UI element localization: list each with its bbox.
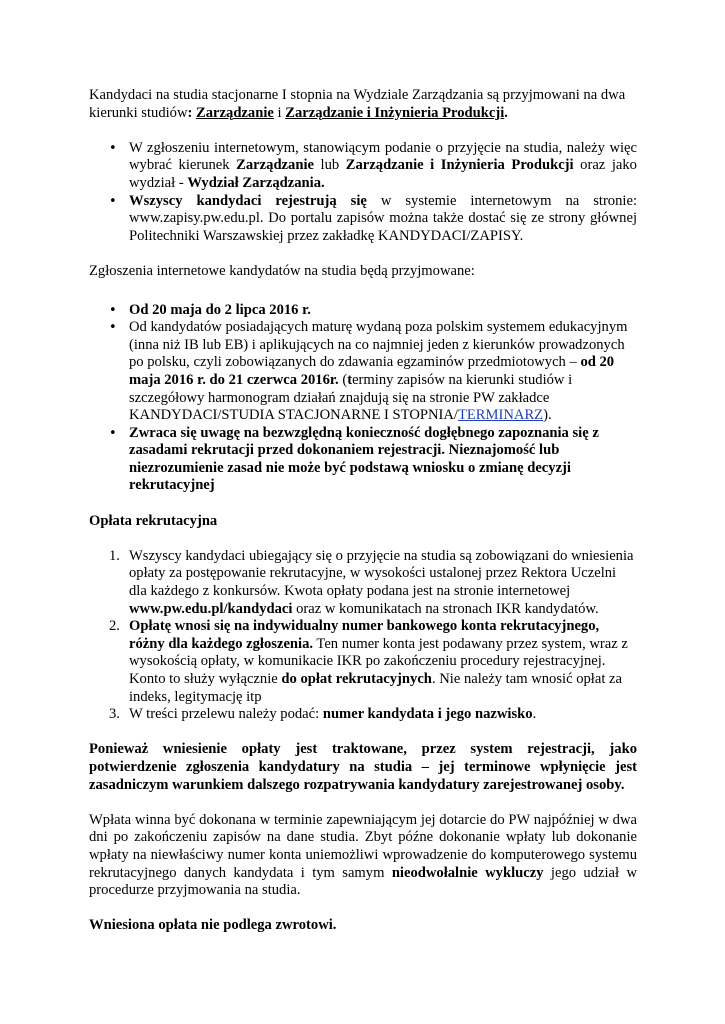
terminarz-link[interactable]: TERMINARZ: [457, 407, 544, 424]
intro-paragraph: [89, 87, 637, 122]
warning-text: Zwraca się uwagę na bezwzględną konieczność dogłębnego zapoznania się z zasadami rekrutacji przed dokonaniem rejestracji. Nieznajomość lub niezrozumienie zasad nie może być podstawą wniosku o zmianę decyzji rekrutacyjnej: [129, 424, 599, 494]
bullet-bold: t: [347, 371, 353, 388]
kierunek-zarzadzanie: Zarządzanie: [196, 104, 274, 121]
confirmation-text: Ponieważ wniesienie opłaty jest traktowane, przez system rejestracji, jako potwierdzenie zgłoszenia kandydatury na studia – jej terminowe wpłynięcie jest zasadniczym warunkiem dalszego rozpatrywania kandydatury zarejestrowanej osoby.: [89, 741, 637, 793]
list-item: [129, 302, 637, 320]
bullet-text: w systemie internetowym na stronie: www.zapisy.pw.edu.pl. Do portalu zapisów można także dostać się ze strony głównej Politechniki Warszawskiej przez zakładkę KANDYDACI/ZAPISY.: [129, 192, 637, 244]
bullet-text: Od kandydatów posiadających maturę wydaną poza polskim systemem edukacyjnym (inna niż IB lub EB) i aplikujących na co najmniej jeden z kierunków prowadzonych po polsku, czyli zobowiązanych do zdawania egzaminów przedmiotowych –: [129, 319, 628, 371]
intro-text: Kandydaci na studia stacjonarne I stopnia na Wydziale Zarządzania są przyjmowani na dwa kierunki studiów: [89, 87, 626, 121]
intro-dot: .: [504, 104, 508, 121]
item-bold: Opłatę wnosi się na indywidualny numer bankowego konta rekrutacyjnego, różny dla każdego zgłoszenia.: [129, 618, 600, 652]
list-item: [129, 140, 637, 193]
payment-text: jego udział w procedurze przyjmowania na studia.: [89, 864, 637, 899]
confirmation-paragraph: [89, 741, 637, 794]
item-text: W treści przelewu należy podać:: [129, 706, 323, 723]
list-item: [109, 618, 637, 706]
item-text: oraz w komunikatach na stronach IKR kandydatów.: [292, 600, 599, 617]
wydzial-name: Wydział Zarządzania.: [187, 174, 325, 191]
payment-bold: nieodwołalnie wykluczy: [391, 864, 544, 881]
kierunek-zarzadzanie-i-inzynieria: Zarządzanie i Inżynieria Produkcji: [285, 104, 505, 121]
bullet-text: erminy zapisów na kierunki studiów i szczegółowy harmonogram działań znajdują się na stronie PW zakładce KANDYDACI/STUDIA STACJONARNE I STOPNIA/: [129, 371, 573, 424]
item-text: Ten numer konta jest podawany przez system, wraz z wysokością opłaty, w komunikacie IKR po zakończeniu procedury rejestracyjnej. Konto to służy wyłącznie: [129, 635, 628, 687]
oplata-heading: Opłata rekrutacyjna: [89, 512, 218, 529]
bullet-bold: Wszyscy kandydaci rejestrują się: [129, 192, 367, 209]
list-item: [109, 706, 637, 724]
payment-paragraph: [89, 812, 637, 900]
item-text: Wszyscy kandydaci ubiegający się o przyjęcie na studia są zobowiązani do wniesienia opłaty za postępowanie rekrutacyjne, w wysokości ustalonej przez Rektora Uczelni dla każdego z konkursów. Kwota opłaty podana jest na stronie internetowej: [129, 547, 634, 600]
intro-and: i: [273, 104, 286, 121]
list-item: [129, 193, 637, 246]
item-number: 1.: [109, 547, 120, 564]
section-heading: [89, 513, 637, 531]
item-number: 3.: [109, 706, 120, 723]
intro-colon: :: [187, 104, 197, 121]
item-bold: numer kandydata i jego nazwisko: [322, 706, 533, 723]
bullet-text: W zgłoszeniu internetowym, stanowiącym podanie o przyjęcie na studia, należy więc wybrać kierunek: [129, 139, 637, 174]
bullet-text: ).: [543, 407, 552, 424]
item-text: . Nie należy tam wnosić opłat za indeks, legitymację itp: [129, 671, 622, 705]
payment-text: Wpłata winna być dokonana w terminie zapewniającym jej dotarcie do PW najpóźniej w dwa dni po zakończeniu zapisów na dane studia. Zbyt późne dokonanie wpłaty lub dokonanie wpłaty na niewłaściwy numer konta uniemożliwi wprowadzenie do komputerowego systemu rekrutacyjnego danych kandydata i tym samym: [89, 811, 637, 881]
document-page: [89, 87, 637, 935]
list-item: [129, 319, 637, 425]
zgloszenia-paragraph: Zgłoszenia internetowe kandydatów na studia będą przyjmowane:: [89, 262, 475, 279]
kierunek-zarzadzanie: Zarządzanie: [236, 157, 314, 174]
list-item: [109, 547, 637, 618]
item-bold: do opłat rekrutacyjnych: [281, 671, 432, 687]
list-item: [129, 425, 637, 495]
kierunek-zarzadzanie-i-inzynieria: Zarządzanie i Inżynieria Produkcji: [345, 157, 574, 174]
dates-bullet-list: [89, 302, 637, 496]
bullet-text: lub: [313, 157, 346, 174]
final-text: Wniesiona opłata nie podlega zwrotowi.: [89, 917, 337, 934]
item-number: 2.: [109, 618, 120, 635]
item-text: .: [532, 706, 537, 723]
bullet-text: oraz jako wydział -: [129, 157, 637, 191]
date-range: Od 20 maja do 2 lipca 2016 r.: [129, 301, 311, 318]
final-note: [89, 917, 637, 935]
date-range-foreign: od 20 maja 2016 r. do 21 czerwca 2016r.: [129, 354, 615, 388]
kandydaci-url: www.pw.edu.pl/kandydaci: [129, 600, 293, 617]
bullet-text: (: [338, 371, 348, 388]
fee-numbered-list: [89, 548, 637, 724]
registration-bullet-list: [89, 140, 637, 246]
